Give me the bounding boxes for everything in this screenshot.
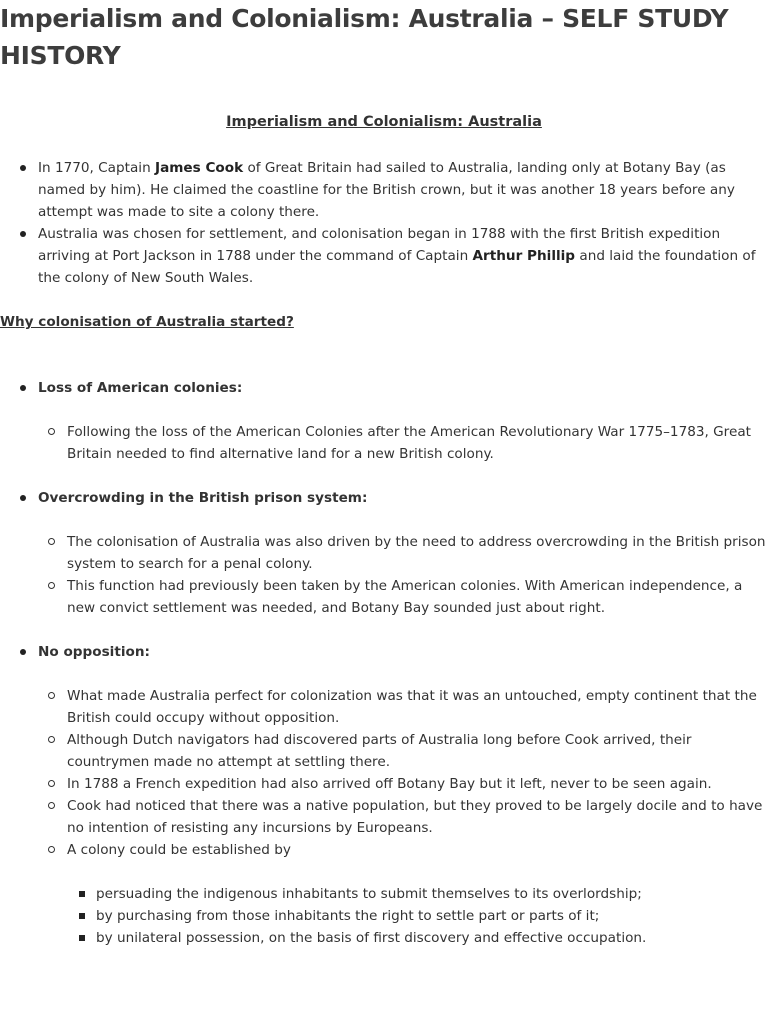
- reason-item: [0, 641, 768, 949]
- intro-bold: James Cook: [155, 160, 244, 176]
- reason-points: [0, 531, 768, 619]
- reason-point: What made Australia perfect for colonization was that it was an untouched, empty continent that the British could occupy without opposition.: [0, 685, 768, 729]
- article-body: [0, 111, 768, 949]
- why-heading: Why colonisation of Australia started?: [0, 314, 294, 330]
- reason-subpoint: by unilateral possession, on the basis of first discovery and effective occupation.: [0, 927, 768, 949]
- reason-point: Although Dutch navigators had discovered parts of Australia long before Cook arrived, their countrymen made no attempt at settling there.: [0, 729, 768, 773]
- reason-points: [0, 421, 768, 465]
- reason-heading: Overcrowding in the British prison system:: [38, 490, 368, 506]
- reason-point: A colony could be established by: [0, 839, 768, 861]
- reason-item: [0, 487, 768, 619]
- intro-text: Australia was chosen for settlement, and colonisation began in 1788 with the first British expedition arriving at Port Jackson in 1788 under the command of Captain: [38, 226, 721, 264]
- reason-point: This function had previously been taken by the American colonies. With American independence, a new convict settlement was needed, and Botany Bay sounded just about right.: [0, 575, 768, 619]
- page-title: Imperialism and Colonialism: Australia – SELF STUDY HISTORY: [0, 4, 729, 70]
- intro-list: [0, 157, 768, 289]
- reason-point: Cook had noticed that there was a native population, but they proved to be largely docile and to have no intention of resisting any incursions by Europeans.: [0, 795, 768, 839]
- reason-points: [0, 685, 768, 861]
- reason-heading: Loss of American colonies:: [38, 380, 243, 396]
- intro-bold: Arthur Phillip: [472, 248, 576, 264]
- reasons-list: [0, 377, 768, 949]
- intro-text: of Great Britain had sailed to Australia, landing only at Botany Bay (as named by him). He claimed the coastline for the British crown, but it was another 18 years before any attempt was made to site a colony there.: [38, 160, 735, 220]
- reason-subpoint: by purchasing from those inhabitants the right to settle part or parts of it;: [0, 905, 768, 927]
- reason-subpoint: persuading the indigenous inhabitants to submit themselves to its overlordship;: [0, 883, 768, 905]
- reason-point: In 1788 a French expedition had also arrived off Botany Bay but it left, never to be seen again.: [0, 773, 768, 795]
- intro-text: In 1770, Captain: [38, 160, 156, 176]
- intro-item: [0, 223, 768, 289]
- reason-heading: No opposition:: [38, 644, 150, 660]
- article-subtitle: Imperialism and Colonialism: Australia: [226, 114, 542, 130]
- reason-point: Following the loss of the American Colonies after the American Revolutionary War 1775–1783, Great Britain needed to find alternative land for a new British colony.: [0, 421, 768, 465]
- reason-item: [0, 377, 768, 465]
- intro-text: and laid the foundation of the colony of New South Wales.: [38, 248, 756, 286]
- reason-subpoints: [0, 883, 768, 949]
- intro-item: [0, 157, 768, 223]
- reason-point: The colonisation of Australia was also driven by the need to address overcrowding in the British prison system to search for a penal colony.: [0, 531, 768, 575]
